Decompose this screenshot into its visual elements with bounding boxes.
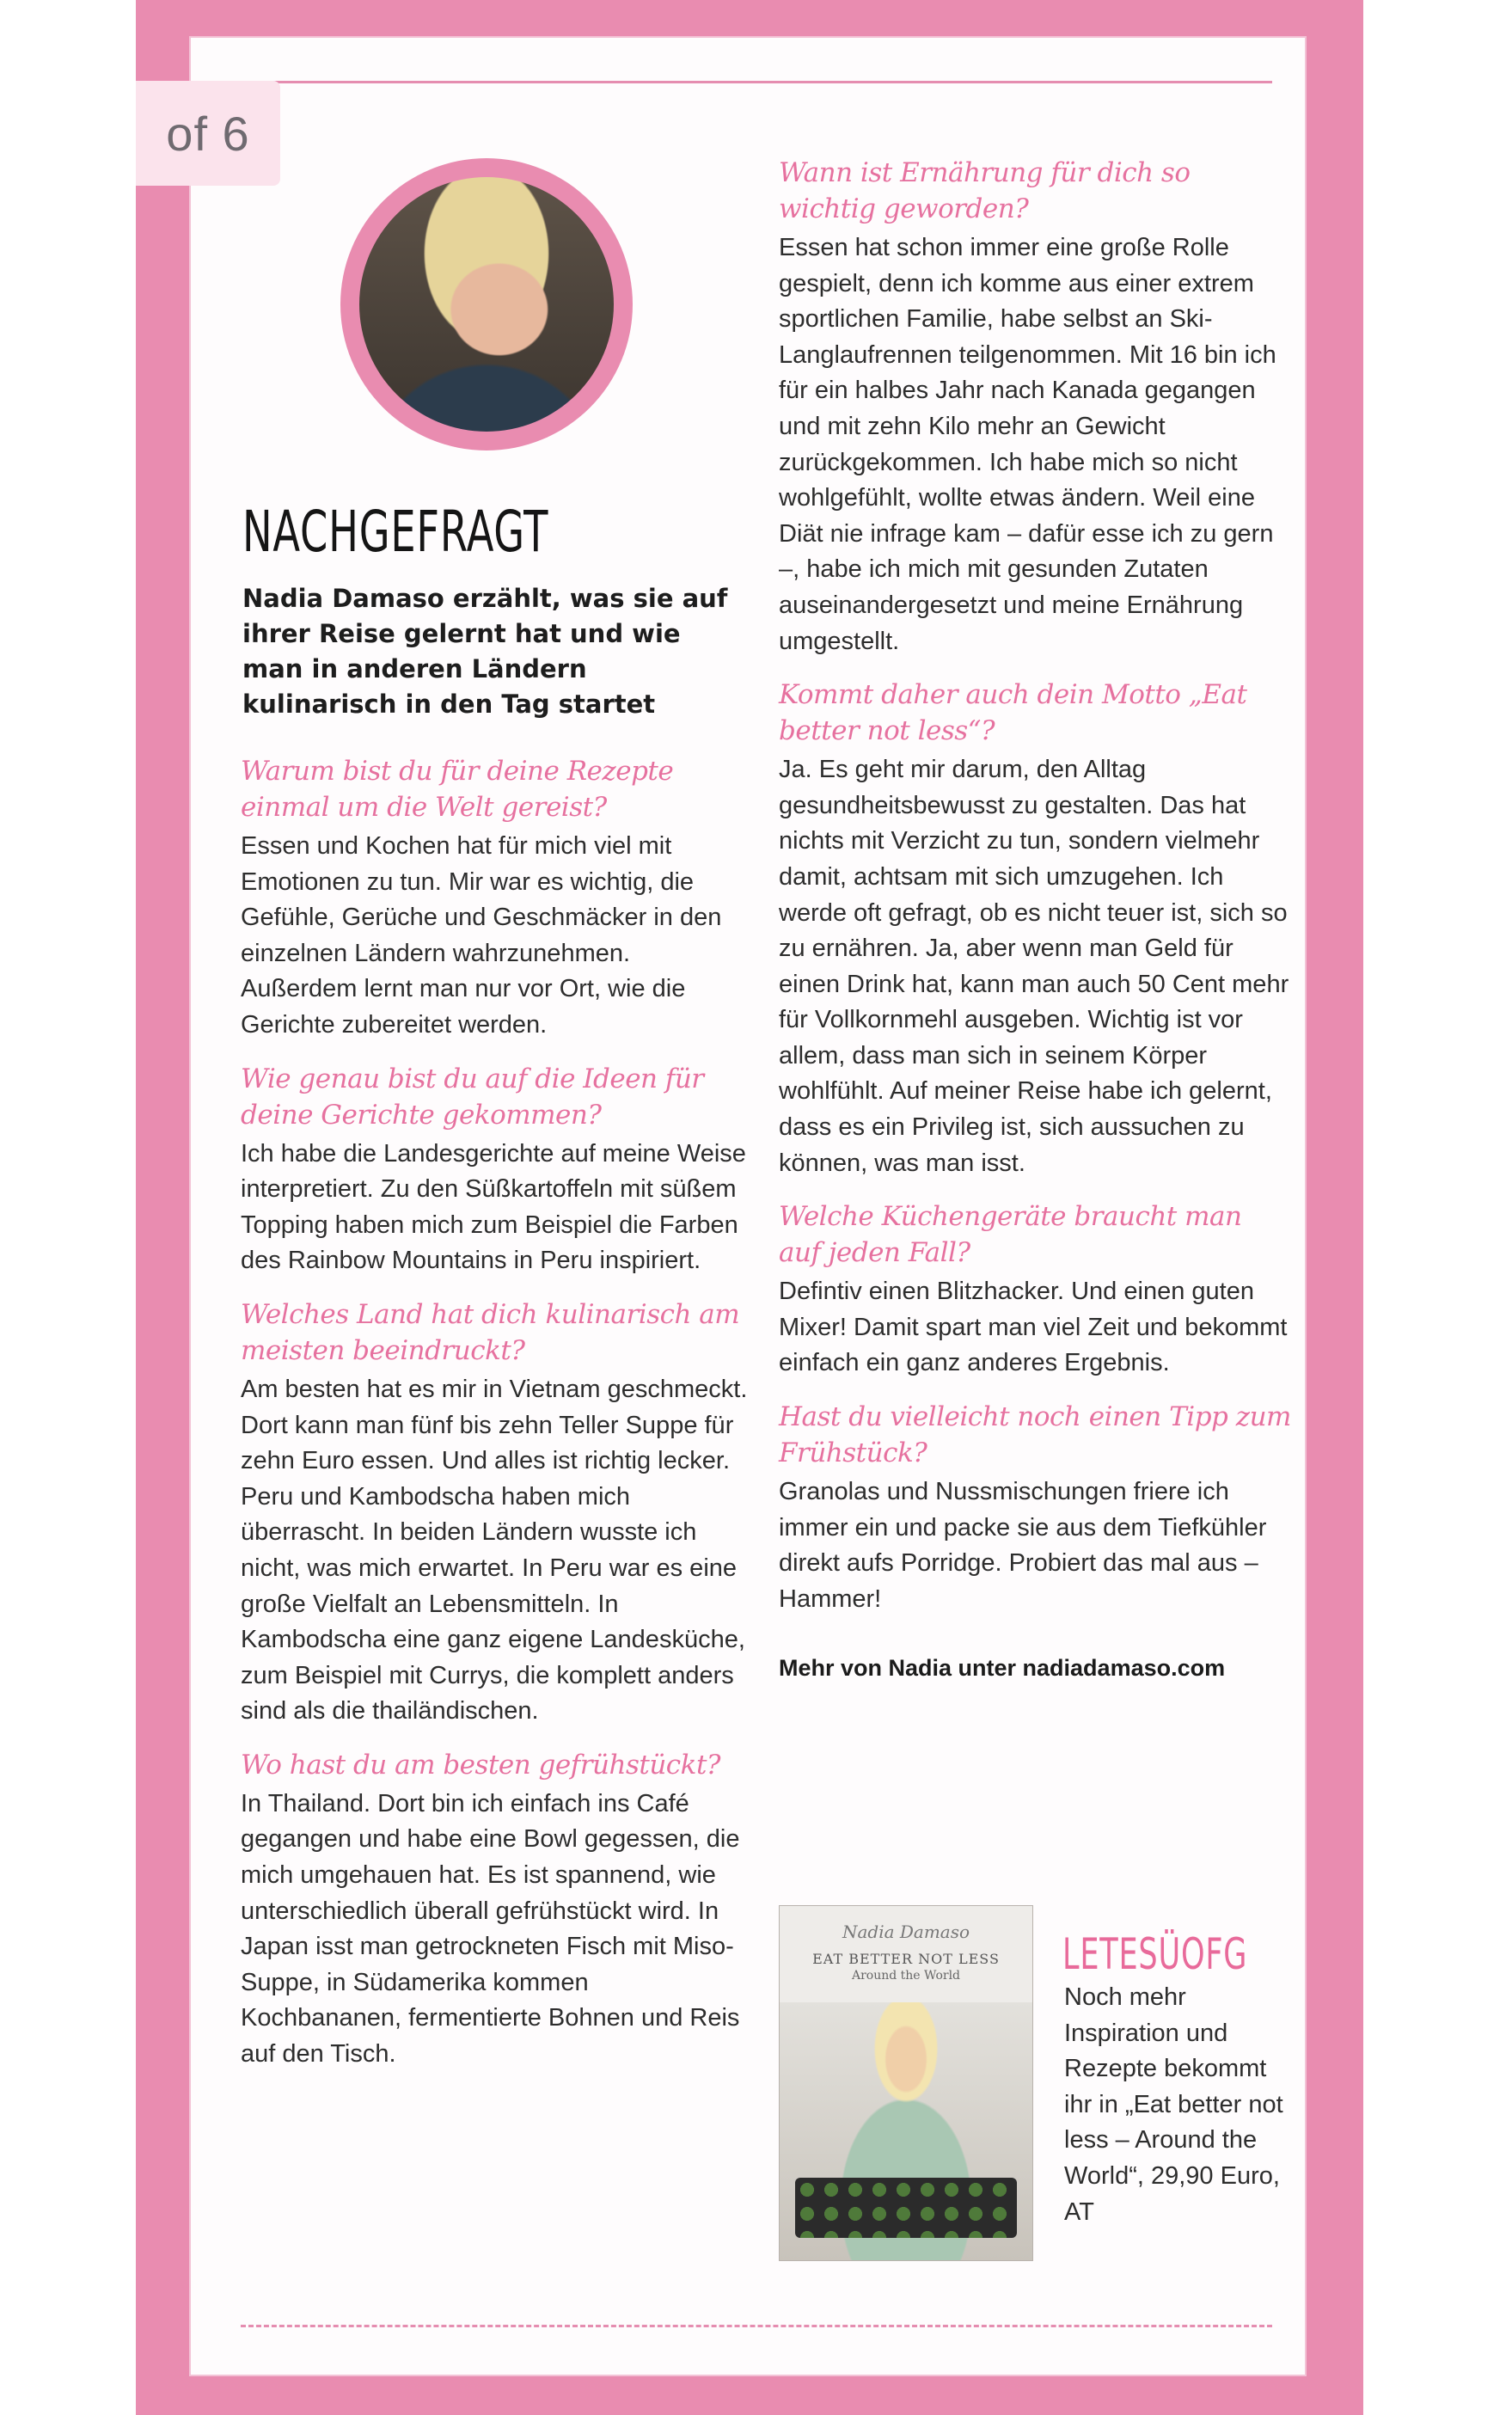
answer: In Thailand. Dort bin ich einfach ins Café gegangen und habe eine Bowl gegessen, die mich umgehauen hat. Es ist spannend, wie unterschiedlich überall gefrühstückt wird. In Japan isst man getrockneten Fisch mit Miso-Suppe, in Südamerika kommen Kochbananen, fermentierte Bohnen und Reis auf den Tisch. <box>241 1789 740 2069</box>
question: Welche Küchengeräte braucht man auf jeden Fall? <box>779 1201 1242 1269</box>
top-divider <box>241 81 1272 83</box>
page-counter-badge: of 6 <box>136 81 280 186</box>
qa-block <box>241 1296 748 1730</box>
plant-tray-image <box>795 2178 1017 2238</box>
qa-block <box>241 753 748 1044</box>
bottom-divider <box>241 2325 1272 2327</box>
answer: Am besten hat es mir in Vietnam geschmeckt. Dort kann man fünf bis zehn Teller Suppe für zehn Euro essen. Und alles ist richtig lecker. Peru und Kambodscha haben mich überrascht. In beiden Ländern wusste ich nicht, was mich erwartet. In Peru war es eine große Vielfalt an Lebensmitteln. In Kambodscha eine ganz eigene Landesküche, zum Beispiel mit Currys, die komplett anders sind als die thailändischen. <box>241 1375 748 1725</box>
question: Hast du vielleicht noch einen Tipp zum Frühstück? <box>779 1401 1291 1469</box>
qa-block <box>779 1399 1291 1617</box>
question: Wann ist Ernährung für dich so wichtig geworden? <box>779 157 1191 224</box>
qa-block <box>779 1198 1291 1382</box>
book-cover <box>779 1905 1033 2261</box>
answer: Ja. Es geht mir darum, den Alltag gesundheitsbewusst zu gestalten. Das hat nichts mit Verzicht zu tun, sondern vielmehr damit, achtsam mit sich umzugehen. Ich werde oft gefragt, ob es nicht teuer ist, sich so zu ernähren. Ja, aber wenn man Geld für einen Drink hat, kann man auch 50 Cent mehr für Vollkornmehl ausgeben. Wichtig ist vor allem, dass man sich in seinem Körper wohlfühlt. Auf meiner Reise habe ich gelernt, dass es ein Privileg ist, sich aussuchen zu können, was man isst. <box>779 756 1289 1177</box>
question: Warum bist du für deine Rezepte einmal um die Welt gereist? <box>241 756 674 823</box>
answer: Granolas und Nussmischungen friere ich immer ein und packe sie aus dem Tiefkühler direkt aufs Porridge. Probiert das mal aus – Hammer! <box>779 1478 1267 1613</box>
book-author: Nadia Damaso <box>842 1922 970 1942</box>
qa-block <box>241 1747 748 2073</box>
section-headline: NACHGEFRAGT <box>242 499 549 565</box>
book-cover-photo <box>780 2002 1032 2260</box>
question: Kommt daher auch dein Motto „Eat better not less“? <box>779 679 1247 747</box>
book-subtitle: Around the World <box>851 1969 961 1983</box>
author-portrait <box>340 158 633 451</box>
qa-block <box>779 155 1291 659</box>
qa-block <box>779 677 1291 1181</box>
answer: Essen und Kochen hat für mich viel mit Emotionen zu tun. Mir war es wichtig, die Gefühle, Gerüche und Geschmäcker in den einzelnen Ländern wahrzunehmen. Außerdem lernt man nur vor Ort, wie die Gerichte zubereitet werden. <box>241 832 722 1039</box>
website-link[interactable]: Mehr von Nadia unter nadiadamaso.com <box>779 1655 1226 1682</box>
left-column <box>241 753 748 2090</box>
answer: Essen hat schon immer eine große Rolle gespielt, denn ich komme aus einer extrem sportlichen Familie, habe selbst an Ski-Langlaufrennen teilgenommen. Mit 16 bin ich für ein halbes Jahr nach Kanada gegangen und mit zehn Kilo mehr an Gewicht zurückgekommen. Ich habe mich so nicht wohlgefühlt, wollte etwas ändern. Weil eine Diät nie infrage kam – dafür esse ich zu gern –, habe ich mich mit gesunden Zutaten auseinandergesetzt und meine Ernährung umgestellt. <box>779 234 1276 655</box>
intro-text: Nadia Damaso erzählt, was sie auf ihrer Reise gelernt hat und wie man in anderen Ländern kulinarisch in den Tag startet <box>242 584 728 719</box>
question: Wie genau bist du auf die Ideen für deine Gerichte gekommen? <box>241 1063 704 1131</box>
answer: Defintiv einen Blitzhacker. Und einen guten Mixer! Damit spart man viel Zeit und bekommt einfach ein ganz anderes Ergebnis. <box>779 1278 1288 1377</box>
question: Wo hast du am besten gefrühstückt? <box>241 1749 721 1781</box>
book-title: EAT BETTER NOT LESS <box>812 1951 1000 1967</box>
qa-block <box>241 1061 748 1279</box>
right-column <box>779 155 1291 1682</box>
answer: Ich habe die Landesgerichte auf meine Weise interpretiert. Zu den Süßkartoffeln mit süßem Topping haben mich zum Beispiel die Farben des Rainbow Mountains in Peru inspiriert. <box>241 1139 746 1275</box>
question: Welches Land hat dich kulinarisch am meisten beeindruckt? <box>241 1298 740 1366</box>
book-tip-text: Noch mehr Inspiration und Rezepte bekommt ihr in „Eat better not less – Around the World“, 29,90 Euro, AT <box>1064 1983 1283 2226</box>
book-tip-heading: LETESÜOFG <box>1062 1929 1248 1979</box>
portrait-photo <box>359 177 614 432</box>
